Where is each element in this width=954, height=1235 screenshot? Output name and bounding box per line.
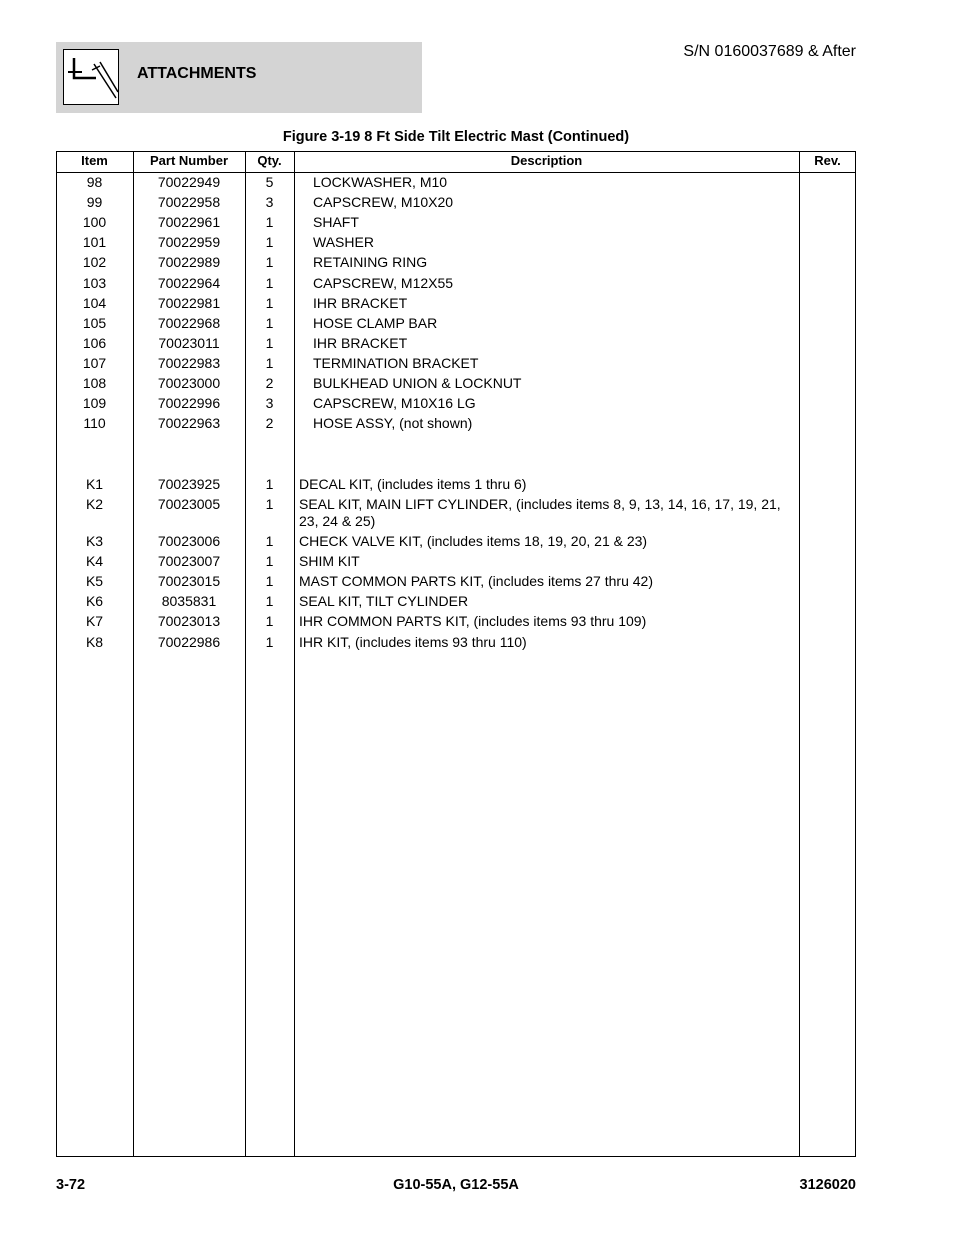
column-header-rev: Rev. [814,153,841,168]
item-cell: 99 [86,194,103,210]
item-cell: 108 [82,375,107,391]
description-cell: CAPSCREW, M12X55 [313,275,454,291]
item-cell: 107 [82,355,107,371]
part-number-cell: 70023000 [157,375,221,391]
qty-cell: 1 [265,234,274,250]
qty-cell: 1 [265,533,274,549]
item-cell: K4 [85,553,104,569]
qty-cell: 1 [265,476,274,492]
qty-cell: 3 [265,194,274,210]
item-cell: 103 [82,275,107,291]
qty-cell: 1 [265,254,274,270]
serial-number: S/N 0160037689 & After [683,43,856,60]
description-cell: MAST COMMON PARTS KIT, (includes items 27 thru 42) [299,573,653,589]
item-cell: 110 [83,415,106,431]
description-cell: IHR BRACKET [313,295,408,311]
column-header-qty: Qty. [257,153,282,168]
item-cell: K8 [85,634,104,650]
part-number-cell: 70023006 [157,533,221,549]
qty-cell: 1 [265,315,274,331]
part-number-cell: 70022963 [157,415,221,431]
qty-cell: 5 [265,174,274,190]
part-number-cell: 70022961 [157,214,221,230]
item-cell: 104 [82,295,107,311]
column-header-part-number: Part Number [149,153,229,168]
part-number-cell: 70023015 [157,573,221,589]
figure-title: Figure 3-19 8 Ft Side Tilt Electric Mast (Continued) [282,129,630,145]
qty-cell: 1 [265,214,274,230]
description-cell: LOCKWASHER, M10 [313,174,448,190]
description-cell: SHAFT [313,214,359,230]
model-number: G10-55A, G12-55A [393,1177,519,1193]
description-cell: CAPSCREW, M10X20 [313,194,454,210]
qty-cell: 1 [265,355,274,371]
qty-cell: 3 [265,395,274,411]
qty-cell: 1 [265,335,274,351]
description-cell: SEAL KIT, MAIN LIFT CYLINDER, (includes items 8, 9, 13, 14, 16, 17, 19, 21, 23, 24 & 25) [299,496,781,529]
column-divider [294,151,295,1157]
part-number-cell: 8035831 [161,593,217,609]
part-number-cell: 70022949 [157,174,221,190]
part-number-cell: 70022989 [157,254,221,270]
qty-cell: 1 [265,634,274,650]
part-number-cell: 70022986 [157,634,221,650]
part-number-cell: 70022981 [157,295,221,311]
hydraulic-hose-icon [63,49,119,105]
item-cell: K1 [85,476,104,492]
column-header-item: Item [81,153,108,168]
section-title: ATTACHMENTS [137,65,257,82]
part-number-cell: 70022964 [157,275,221,291]
description-cell: IHR BRACKET [313,335,408,351]
part-number-cell: 70022983 [157,355,221,371]
description-cell: IHR COMMON PARTS KIT, (includes items 93 thru 109) [299,613,647,629]
part-number-cell: 70022968 [157,315,221,331]
part-number-cell: 70023007 [157,553,221,569]
item-cell: K7 [85,613,104,629]
qty-cell: 1 [265,573,274,589]
description-cell: SHIM KIT [299,553,360,569]
item-cell: K2 [85,496,104,512]
description-cell: TERMINATION BRACKET [313,355,479,371]
item-cell: 106 [82,335,107,351]
qty-cell: 1 [265,553,274,569]
part-number-cell: 70022959 [157,234,221,250]
item-cell: K6 [85,593,104,609]
description-cell: SEAL KIT, TILT CYLINDER [299,593,469,609]
qty-cell: 1 [265,496,274,512]
part-number-cell: 70023925 [157,476,221,492]
description-cell: WASHER [313,234,374,250]
description-cell: HOSE CLAMP BAR [313,315,438,331]
item-cell: 102 [82,254,107,270]
item-cell: 109 [82,395,107,411]
header-divider [56,172,856,173]
part-number-cell: 70022958 [157,194,221,210]
description-cell: RETAINING RING [313,254,428,270]
qty-cell: 1 [265,275,274,291]
description-cell: CAPSCREW, M10X16 LG [313,395,476,411]
qty-cell: 1 [265,593,274,609]
description-cell: HOSE ASSY, (not shown) [313,415,473,431]
qty-cell: 1 [265,613,274,629]
item-cell: K3 [85,533,104,549]
part-number-cell: 70023013 [157,613,221,629]
description-cell: IHR KIT, (includes items 93 thru 110) [299,634,527,650]
document-number: 3126020 [799,1177,856,1193]
page-number: 3-72 [56,1177,86,1193]
item-cell: 98 [86,174,103,190]
qty-cell: 2 [265,375,274,391]
item-cell: 100 [82,214,107,230]
item-cell: 101 [82,234,107,250]
qty-cell: 2 [265,415,274,431]
description-cell: CHECK VALVE KIT, (includes items 18, 19, 20, 21 & 23) [299,533,648,549]
qty-cell: 1 [265,295,274,311]
column-header-description: Description [510,153,583,168]
item-cell: K5 [85,573,104,589]
description-cell: BULKHEAD UNION & LOCKNUT [313,375,522,391]
part-number-cell: 70023005 [157,496,221,512]
part-number-cell: 70022996 [157,395,221,411]
part-number-cell: 70023011 [158,335,220,351]
description-cell: DECAL KIT, (includes items 1 thru 6) [299,476,527,492]
item-cell: 105 [82,315,107,331]
